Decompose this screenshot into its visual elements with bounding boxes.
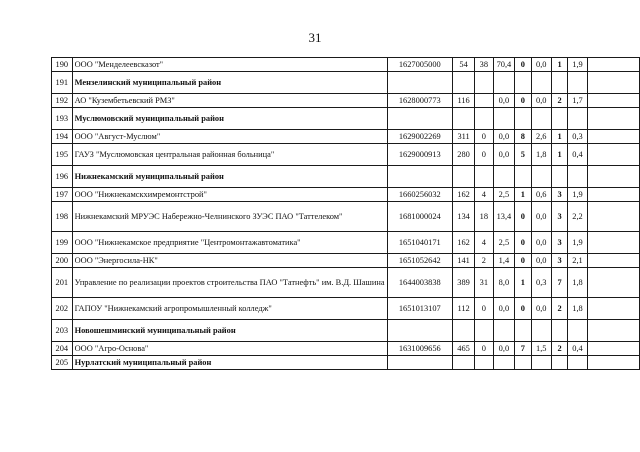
- table-row: [52, 58, 640, 72]
- value-cell: [515, 356, 531, 370]
- value-cell: [453, 320, 475, 342]
- organization-name: ООО "Агро-Основа": [72, 342, 387, 356]
- row-number: 201: [52, 268, 73, 298]
- inn-cell: [387, 320, 453, 342]
- organization-name: ГАУЗ "Муслюмовская центральная районная больница": [72, 144, 387, 166]
- empty-cell: [587, 268, 639, 298]
- table-body: [52, 58, 640, 370]
- empty-cell: [587, 130, 639, 144]
- value-cell-v6: 3: [551, 202, 567, 232]
- table-row: [52, 232, 640, 254]
- value-cell-v3: 0,0: [493, 298, 515, 320]
- value-cell-v4: 0: [515, 94, 531, 108]
- table-row: [52, 188, 640, 202]
- table-row: [52, 202, 640, 232]
- value-cell: [475, 166, 493, 188]
- value-cell: [493, 72, 515, 94]
- district-row: [52, 72, 640, 94]
- value-cell-v4: 0: [515, 232, 531, 254]
- value-cell-v2: 38: [475, 58, 493, 72]
- value-cell: [531, 320, 551, 342]
- table-row: [52, 342, 640, 356]
- value-cell: [453, 108, 475, 130]
- value-cell: [493, 166, 515, 188]
- table-row: [52, 254, 640, 268]
- empty-cell: [587, 320, 639, 342]
- row-number: 195: [52, 144, 73, 166]
- value-cell-v6: 2: [551, 342, 567, 356]
- value-cell-v2: 0: [475, 342, 493, 356]
- value-cell: [531, 166, 551, 188]
- row-number: 199: [52, 232, 73, 254]
- value-cell-v5: 1,5: [531, 342, 551, 356]
- inn-cell: 1628000773: [387, 94, 453, 108]
- table-row: [52, 94, 640, 108]
- row-number: 202: [52, 298, 73, 320]
- value-cell-v2: [475, 94, 493, 108]
- empty-cell: [587, 166, 639, 188]
- inn-cell: 1631009656: [387, 342, 453, 356]
- district-row: [52, 166, 640, 188]
- value-cell-v7: 2,1: [568, 254, 588, 268]
- value-cell-v2: 2: [475, 254, 493, 268]
- value-cell-v6: 2: [551, 298, 567, 320]
- value-cell: [551, 356, 567, 370]
- value-cell-v1: 280: [453, 144, 475, 166]
- value-cell-v3: 8,0: [493, 268, 515, 298]
- value-cell-v3: 0,0: [493, 94, 515, 108]
- district-name: Новошешминский муниципальный район: [72, 320, 387, 342]
- empty-cell: [587, 58, 639, 72]
- inn-cell: 1629000913: [387, 144, 453, 166]
- value-cell-v4: 1: [515, 268, 531, 298]
- value-cell: [568, 356, 588, 370]
- value-cell-v1: 141: [453, 254, 475, 268]
- value-cell-v7: 1,9: [568, 232, 588, 254]
- value-cell-v2: 18: [475, 202, 493, 232]
- enterprise-table: [51, 57, 640, 370]
- organization-name: ООО "Менделеевсказот": [72, 58, 387, 72]
- row-number: 190: [52, 58, 73, 72]
- value-cell-v7: 2,2: [568, 202, 588, 232]
- value-cell-v7: 1,9: [568, 58, 588, 72]
- inn-cell: [387, 356, 453, 370]
- table-row: [52, 268, 640, 298]
- district-row: [52, 356, 640, 370]
- value-cell-v7: 1,7: [568, 94, 588, 108]
- organization-name: ООО "Август-Муслюм": [72, 130, 387, 144]
- table-row: [52, 144, 640, 166]
- inn-cell: 1660256032: [387, 188, 453, 202]
- value-cell-v2: 0: [475, 144, 493, 166]
- value-cell-v2: 4: [475, 188, 493, 202]
- row-number: 197: [52, 188, 73, 202]
- value-cell: [475, 356, 493, 370]
- value-cell-v5: 0,0: [531, 254, 551, 268]
- value-cell: [493, 356, 515, 370]
- value-cell-v1: 116: [453, 94, 475, 108]
- value-cell-v7: 1,8: [568, 268, 588, 298]
- value-cell: [453, 166, 475, 188]
- empty-cell: [587, 94, 639, 108]
- empty-cell: [587, 144, 639, 166]
- value-cell: [515, 72, 531, 94]
- row-number: 191: [52, 72, 73, 94]
- value-cell-v5: 0,3: [531, 268, 551, 298]
- value-cell-v4: 8: [515, 130, 531, 144]
- value-cell: [551, 72, 567, 94]
- empty-cell: [587, 356, 639, 370]
- inn-cell: 1651040171: [387, 232, 453, 254]
- value-cell: [531, 108, 551, 130]
- value-cell-v5: 1,8: [531, 144, 551, 166]
- value-cell-v4: 0: [515, 58, 531, 72]
- value-cell: [551, 108, 567, 130]
- district-name: Мензелинский муниципальный район: [72, 72, 387, 94]
- value-cell-v1: 162: [453, 232, 475, 254]
- value-cell: [531, 356, 551, 370]
- value-cell-v3: 2,5: [493, 232, 515, 254]
- value-cell: [515, 108, 531, 130]
- value-cell-v2: 0: [475, 130, 493, 144]
- value-cell-v1: 54: [453, 58, 475, 72]
- value-cell: [551, 166, 567, 188]
- value-cell: [568, 72, 588, 94]
- value-cell-v6: 1: [551, 130, 567, 144]
- organization-name: Управление по реализации проектов строительства ПАО "Татнефть" им. В.Д. Шашина: [72, 268, 387, 298]
- value-cell: [515, 320, 531, 342]
- value-cell-v4: 0: [515, 202, 531, 232]
- value-cell: [568, 166, 588, 188]
- value-cell-v6: 2: [551, 94, 567, 108]
- value-cell-v5: 0,0: [531, 298, 551, 320]
- inn-cell: 1644003838: [387, 268, 453, 298]
- row-number: 205: [52, 356, 73, 370]
- value-cell-v6: 1: [551, 144, 567, 166]
- value-cell-v4: 0: [515, 298, 531, 320]
- value-cell-v6: 7: [551, 268, 567, 298]
- organization-name: ООО "Нижнекамское предприятие "Центромонтажавтоматика": [72, 232, 387, 254]
- empty-cell: [587, 202, 639, 232]
- district-name: Муслюмовский муниципальный район: [72, 108, 387, 130]
- value-cell-v6: 1: [551, 58, 567, 72]
- empty-cell: [587, 188, 639, 202]
- value-cell-v3: 0,0: [493, 130, 515, 144]
- value-cell: [515, 166, 531, 188]
- page-number: 31: [308, 30, 322, 45]
- table-row: [52, 298, 640, 320]
- organization-name: Нижнекамский МРУЭС Набережно-Челнинского ЗУЭС ПАО "Таттелеком": [72, 202, 387, 232]
- value-cell-v3: 1,4: [493, 254, 515, 268]
- value-cell-v2: 31: [475, 268, 493, 298]
- inn-cell: [387, 108, 453, 130]
- value-cell-v2: 0: [475, 298, 493, 320]
- inn-cell: 1651013107: [387, 298, 453, 320]
- value-cell: [475, 108, 493, 130]
- value-cell-v6: 3: [551, 188, 567, 202]
- value-cell: [568, 320, 588, 342]
- value-cell-v5: 0,6: [531, 188, 551, 202]
- inn-cell: [387, 72, 453, 94]
- empty-cell: [587, 72, 639, 94]
- value-cell: [475, 72, 493, 94]
- row-number: 192: [52, 94, 73, 108]
- table-row: [52, 130, 640, 144]
- value-cell-v3: 0,0: [493, 144, 515, 166]
- value-cell-v1: 465: [453, 342, 475, 356]
- row-number: 200: [52, 254, 73, 268]
- value-cell-v7: 0,4: [568, 144, 588, 166]
- value-cell-v6: 3: [551, 232, 567, 254]
- value-cell-v7: 0,3: [568, 130, 588, 144]
- organization-name: АО "Кузембетьевский РМЗ": [72, 94, 387, 108]
- row-number: 194: [52, 130, 73, 144]
- empty-cell: [587, 108, 639, 130]
- inn-cell: [387, 166, 453, 188]
- value-cell-v4: 0: [515, 254, 531, 268]
- value-cell-v2: 4: [475, 232, 493, 254]
- row-number: 204: [52, 342, 73, 356]
- value-cell: [493, 108, 515, 130]
- district-name: Нурлатский муниципальный район: [72, 356, 387, 370]
- value-cell-v3: 0,0: [493, 342, 515, 356]
- value-cell: [453, 72, 475, 94]
- row-number: 198: [52, 202, 73, 232]
- empty-cell: [587, 342, 639, 356]
- value-cell-v4: 7: [515, 342, 531, 356]
- value-cell-v3: 2,5: [493, 188, 515, 202]
- district-row: [52, 108, 640, 130]
- empty-cell: [587, 298, 639, 320]
- value-cell-v3: 70,4: [493, 58, 515, 72]
- value-cell-v1: 389: [453, 268, 475, 298]
- row-number: 203: [52, 320, 73, 342]
- value-cell-v7: 0,4: [568, 342, 588, 356]
- empty-cell: [587, 232, 639, 254]
- organization-name: ООО "Энергосила-НК": [72, 254, 387, 268]
- value-cell-v1: 134: [453, 202, 475, 232]
- inn-cell: 1629002269: [387, 130, 453, 144]
- value-cell-v1: 162: [453, 188, 475, 202]
- value-cell-v5: 0,0: [531, 232, 551, 254]
- organization-name: ГАПОУ "Нижнекамский агропромышленный колледж": [72, 298, 387, 320]
- value-cell-v7: 1,8: [568, 298, 588, 320]
- value-cell-v4: 1: [515, 188, 531, 202]
- value-cell-v1: 112: [453, 298, 475, 320]
- value-cell-v7: 1,9: [568, 188, 588, 202]
- value-cell-v4: 5: [515, 144, 531, 166]
- district-row: [52, 320, 640, 342]
- empty-cell: [587, 254, 639, 268]
- value-cell: [493, 320, 515, 342]
- row-number: 193: [52, 108, 73, 130]
- value-cell-v5: 2,6: [531, 130, 551, 144]
- value-cell: [453, 356, 475, 370]
- row-number: 196: [52, 166, 73, 188]
- value-cell-v6: 3: [551, 254, 567, 268]
- inn-cell: 1681000024: [387, 202, 453, 232]
- inn-cell: 1627005000: [387, 58, 453, 72]
- value-cell: [551, 320, 567, 342]
- value-cell: [531, 72, 551, 94]
- value-cell-v5: 0,0: [531, 58, 551, 72]
- value-cell-v3: 13,4: [493, 202, 515, 232]
- organization-name: ООО "Нижнекамскхимремонтстрой": [72, 188, 387, 202]
- inn-cell: 1651052642: [387, 254, 453, 268]
- value-cell-v1: 311: [453, 130, 475, 144]
- value-cell-v5: 0,0: [531, 202, 551, 232]
- value-cell: [475, 320, 493, 342]
- value-cell-v5: 0,0: [531, 94, 551, 108]
- district-name: Нижнекамский муниципальный район: [72, 166, 387, 188]
- value-cell: [568, 108, 588, 130]
